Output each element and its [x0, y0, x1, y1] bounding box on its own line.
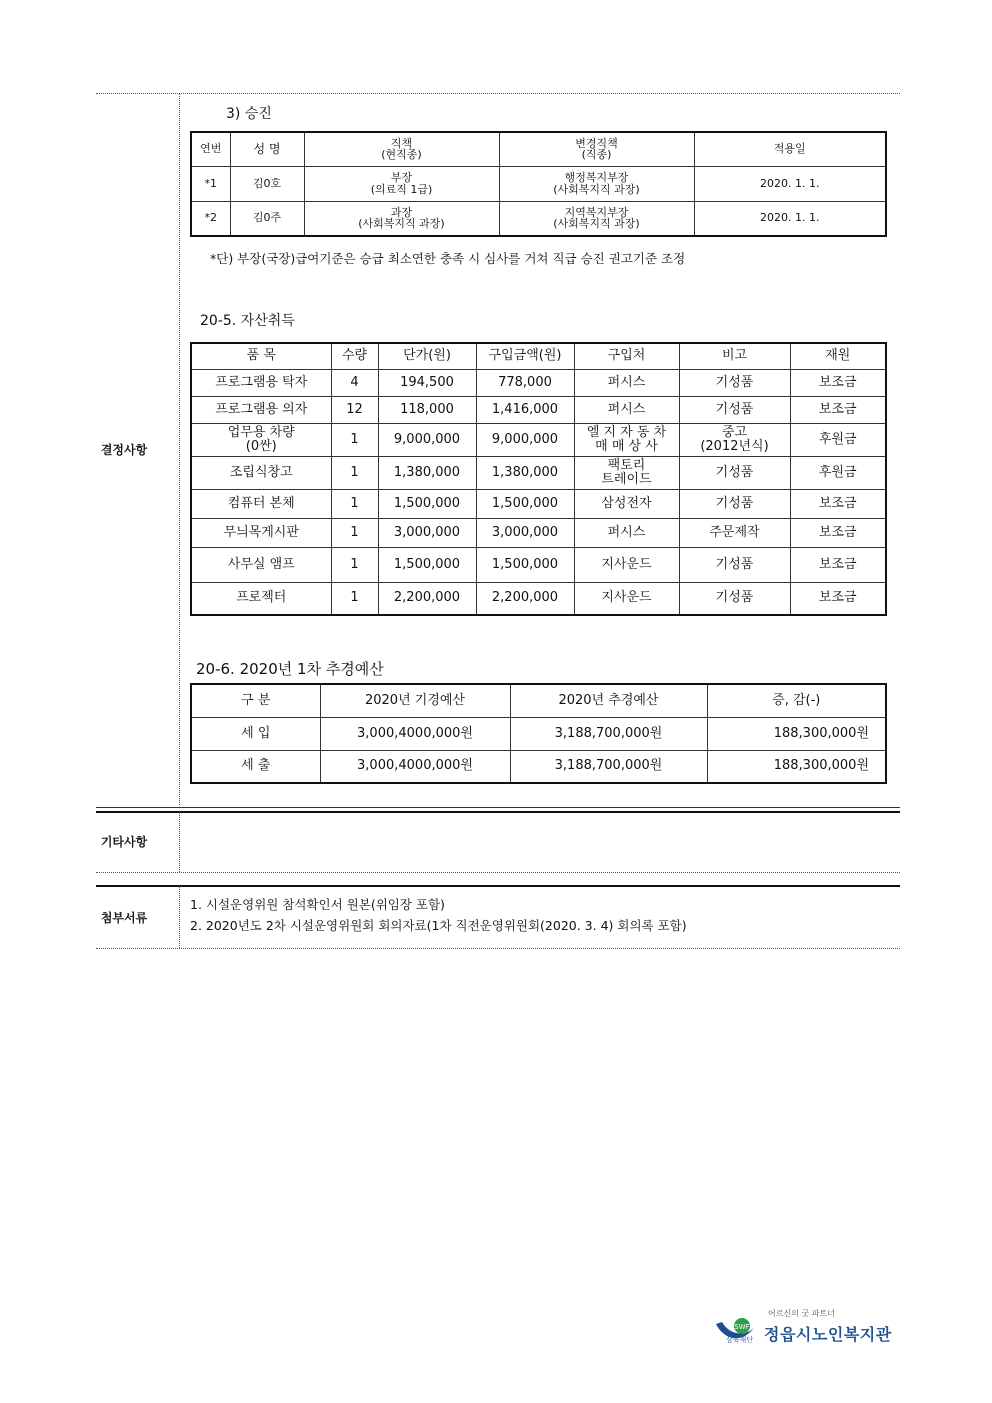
- table-cell: 프로그램용 탁자: [191, 369, 331, 396]
- label-column-divider: [179, 93, 180, 805]
- table-cell: 1: [331, 456, 378, 489]
- table-cell: 후원금: [790, 456, 886, 489]
- table-cell: 188,300,000원: [707, 750, 886, 783]
- list-item: 2. 2020년도 2차 시설운영위원회 회의자료(1차 직전운영위원회(2020. 3. 4) 회의록 포함): [190, 918, 687, 933]
- table-cell: 1: [331, 582, 378, 615]
- table-cell: 3,000,4000,000원: [320, 750, 510, 783]
- table-cell: 업무용 차량 (0싼): [191, 423, 331, 456]
- table-cell: 1: [331, 518, 378, 547]
- table-cell: 1,500,000: [476, 547, 574, 582]
- table-row: [191, 456, 886, 489]
- header-cell: 증, 감(-): [707, 684, 886, 717]
- table-cell: 후원금: [790, 423, 886, 456]
- header-cell: 단가(원): [378, 343, 476, 369]
- table-cell: 2,200,000: [476, 582, 574, 615]
- table-cell: 조립식창고: [191, 456, 331, 489]
- table-cell: 퍼시스: [574, 396, 679, 423]
- emblem-text: SWF: [734, 1323, 750, 1331]
- budget-heading: 20-6. 2020년 1차 추경예산: [196, 660, 384, 678]
- table-cell: 부장 (의료직 1급): [304, 166, 499, 201]
- table-cell: 보조금: [790, 518, 886, 547]
- table-row: [191, 423, 886, 456]
- table-cell: 3,188,700,000원: [510, 717, 707, 750]
- table-row: [191, 396, 886, 423]
- table-cell: 중고 (2012년식): [679, 423, 790, 456]
- table-cell: 세 출: [191, 750, 320, 783]
- table-row: [191, 518, 886, 547]
- header-cell: 비고: [679, 343, 790, 369]
- table-cell: 기성품: [679, 582, 790, 615]
- header-cell: 2020년 기경예산: [320, 684, 510, 717]
- table-row: [191, 489, 886, 518]
- table-cell: 기성품: [679, 547, 790, 582]
- table-cell: 194,500: [378, 369, 476, 396]
- table-cell: 9,000,000: [378, 423, 476, 456]
- table-cell: 1: [331, 547, 378, 582]
- table-cell: 지역복지부장 (사회복지직 과장): [499, 201, 694, 236]
- table-cell: 1,380,000: [476, 456, 574, 489]
- table-row: [191, 547, 886, 582]
- assets-header-row: [191, 343, 886, 369]
- table-cell: 3,000,4000,000원: [320, 717, 510, 750]
- section-divider-bottom: [96, 811, 900, 813]
- table-cell: 보조금: [790, 547, 886, 582]
- header-cell: 수량: [331, 343, 378, 369]
- attachments-top-line: [96, 885, 900, 887]
- table-cell: 퍼시스: [574, 518, 679, 547]
- table-cell: 기성품: [679, 396, 790, 423]
- decision-label: 결정사항: [100, 443, 148, 457]
- other-divider: [96, 872, 900, 873]
- table-cell: 1: [331, 489, 378, 518]
- table-cell: 3,188,700,000원: [510, 750, 707, 783]
- table-cell: 1: [331, 423, 378, 456]
- header-cell: 연번: [191, 132, 230, 166]
- table-cell: 2,200,000: [378, 582, 476, 615]
- table-cell: 보조금: [790, 489, 886, 518]
- table-cell: 3,000,000: [378, 518, 476, 547]
- table-cell: 2020. 1. 1.: [694, 201, 886, 236]
- table-row: [191, 750, 886, 783]
- table-cell: 컴퓨터 본체: [191, 489, 331, 518]
- table-cell: 1,380,000: [378, 456, 476, 489]
- table-cell: 퍼시스: [574, 369, 679, 396]
- table-cell: 프로젝터: [191, 582, 331, 615]
- table-cell: 김0주: [230, 201, 304, 236]
- logo-foundation-name: 삼육재단: [726, 1336, 754, 1344]
- table-cell: 4: [331, 369, 378, 396]
- table-cell: *1: [191, 166, 230, 201]
- table-row: [191, 717, 886, 750]
- table-cell: 기성품: [679, 456, 790, 489]
- table-cell: 팩토리 트레이드: [574, 456, 679, 489]
- header-cell: 구입금액(원): [476, 343, 574, 369]
- budget-table: [190, 683, 887, 784]
- label-column-divider-attach: [179, 886, 180, 948]
- table-cell: 3,000,000: [476, 518, 574, 547]
- budget-header-row: [191, 684, 886, 717]
- attachments-label: 첨부서류: [100, 911, 148, 925]
- promotion-note: *단) 부장(국장)급여기준은 승급 최소연한 충족 시 심사를 거쳐 직급 승진 권고기준 조정: [210, 251, 686, 266]
- logo-tagline: 어르신의 굿 파트너: [768, 1309, 835, 1318]
- table-cell: 12: [331, 396, 378, 423]
- organization-logo: [712, 1308, 902, 1352]
- table-row: [191, 369, 886, 396]
- table-cell: 778,000: [476, 369, 574, 396]
- table-cell: 삼성전자: [574, 489, 679, 518]
- table-cell: 188,300,000원: [707, 717, 886, 750]
- table-cell: 지사운드: [574, 582, 679, 615]
- assets-heading: 20-5. 자산취득: [200, 313, 295, 329]
- promotion-table: [190, 131, 887, 237]
- table-cell: 무늬목게시판: [191, 518, 331, 547]
- header-cell: 변경직책 (직종): [499, 132, 694, 166]
- table-cell: 1,500,000: [476, 489, 574, 518]
- bottom-divider: [96, 948, 900, 949]
- table-cell: 9,000,000: [476, 423, 574, 456]
- header-cell: 2020년 추경예산: [510, 684, 707, 717]
- table-cell: 과장 (사회복지직 과장): [304, 201, 499, 236]
- section-divider-top: [96, 807, 900, 808]
- table-cell: 행정복지부장 (사회복지직 과장): [499, 166, 694, 201]
- table-cell: 보조금: [790, 396, 886, 423]
- table-cell: 김0호: [230, 166, 304, 201]
- header-cell: 재원: [790, 343, 886, 369]
- list-item: 1. 시설운영위원 참석확인서 원본(위임장 포함): [190, 897, 445, 912]
- header-cell: 성 명: [230, 132, 304, 166]
- assets-table: [190, 342, 887, 616]
- header-cell: 직책 (현직종): [304, 132, 499, 166]
- header-cell: 구입처: [574, 343, 679, 369]
- table-cell: 세 입: [191, 717, 320, 750]
- table-cell: 1,500,000: [378, 547, 476, 582]
- table-cell: 보조금: [790, 369, 886, 396]
- logo-org-name: 정읍시노인복지관: [764, 1325, 892, 1344]
- header-cell: 품 목: [191, 343, 331, 369]
- table-cell: 프로그램용 의자: [191, 396, 331, 423]
- table-cell: 사무실 앰프: [191, 547, 331, 582]
- table-cell: 기성품: [679, 489, 790, 518]
- promotion-header-row: [191, 132, 886, 166]
- header-cell: 적용일: [694, 132, 886, 166]
- table-row: [191, 201, 886, 236]
- header-cell: 구 분: [191, 684, 320, 717]
- table-cell: 기성품: [679, 369, 790, 396]
- table-cell: 보조금: [790, 582, 886, 615]
- table-cell: 118,000: [378, 396, 476, 423]
- promotion-heading: 3) 승진: [226, 106, 272, 122]
- top-divider: [96, 93, 900, 94]
- table-cell: 1,416,000: [476, 396, 574, 423]
- table-cell: 2020. 1. 1.: [694, 166, 886, 201]
- attachments-list: [190, 894, 687, 936]
- table-cell: 지사운드: [574, 547, 679, 582]
- table-cell: 1,500,000: [378, 489, 476, 518]
- table-cell: 엘 지 자 동 차 매 매 상 사: [574, 423, 679, 456]
- table-row: [191, 166, 886, 201]
- other-label: 기타사항: [100, 835, 148, 849]
- table-cell: *2: [191, 201, 230, 236]
- table-cell: 주문제작: [679, 518, 790, 547]
- label-column-divider-other: [179, 812, 180, 872]
- table-row: [191, 582, 886, 615]
